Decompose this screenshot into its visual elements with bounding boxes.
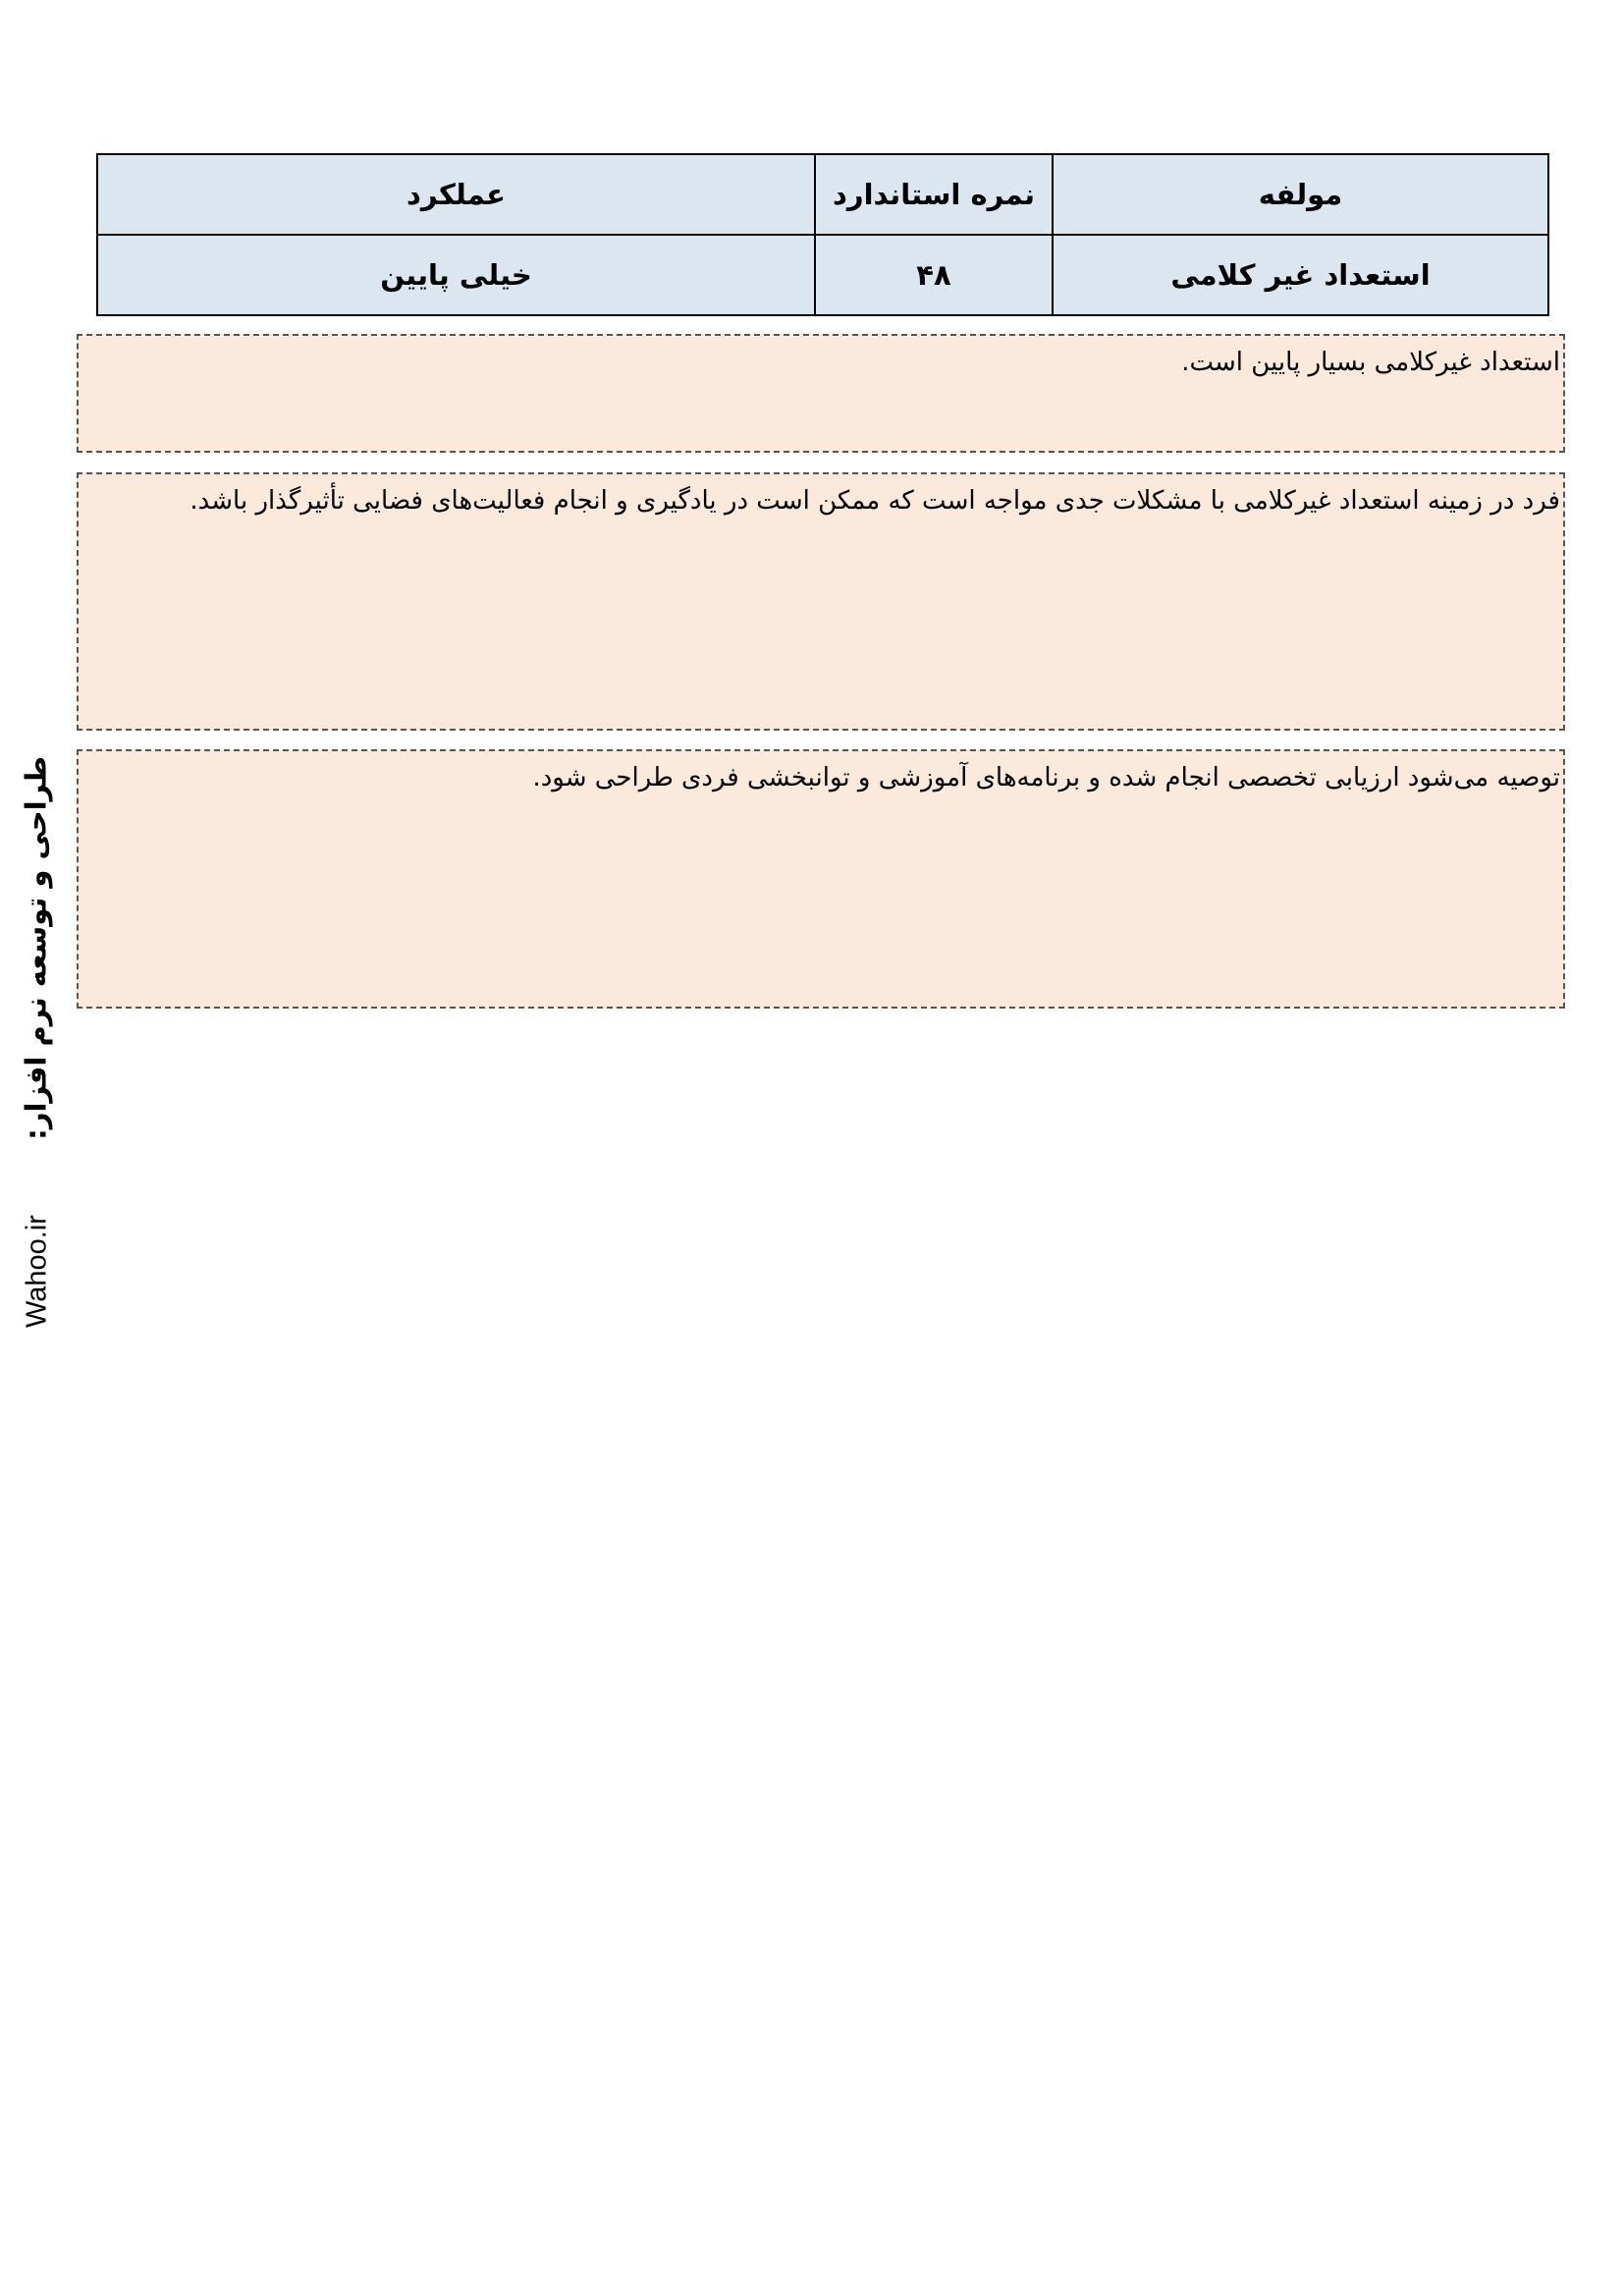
interpretation-text: فرد در زمینه استعداد غیرکلامی با مشکلات جدی مواجه است که ممکن است در یادگیری و انجام فعالیت‌های فضایی تأثیرگذار باشد. [189, 486, 1560, 516]
interpretation-box [77, 472, 1565, 731]
recommendation-box [77, 749, 1565, 1009]
summary-text: استعداد غیرکلامی بسیار پایین است. [1181, 348, 1560, 377]
credit-label: طراحی و توسعه نرم افزار: [19, 755, 53, 1140]
header-performance: عملکرد [97, 154, 815, 235]
cell-component: استعداد غیر کلامی [1053, 235, 1548, 315]
side-credit [17, 755, 56, 1329]
summary-box [77, 334, 1565, 453]
header-component: مولفه [1053, 154, 1548, 235]
recommendation-text: توصیه می‌شود ارزیابی تخصصی انجام شده و برنامه‌های آموزشی و توانبخشی فردی طراحی شود. [532, 763, 1560, 793]
score-table [96, 153, 1549, 316]
credit-site: Wahoo.ir [21, 1215, 53, 1329]
header-standard-score: نمره استاندارد [815, 154, 1053, 235]
table-header-row [97, 154, 1548, 235]
table-row [97, 235, 1548, 315]
cell-standard-score: ۴۸ [815, 235, 1053, 315]
cell-performance: خیلی پایین [97, 235, 815, 315]
